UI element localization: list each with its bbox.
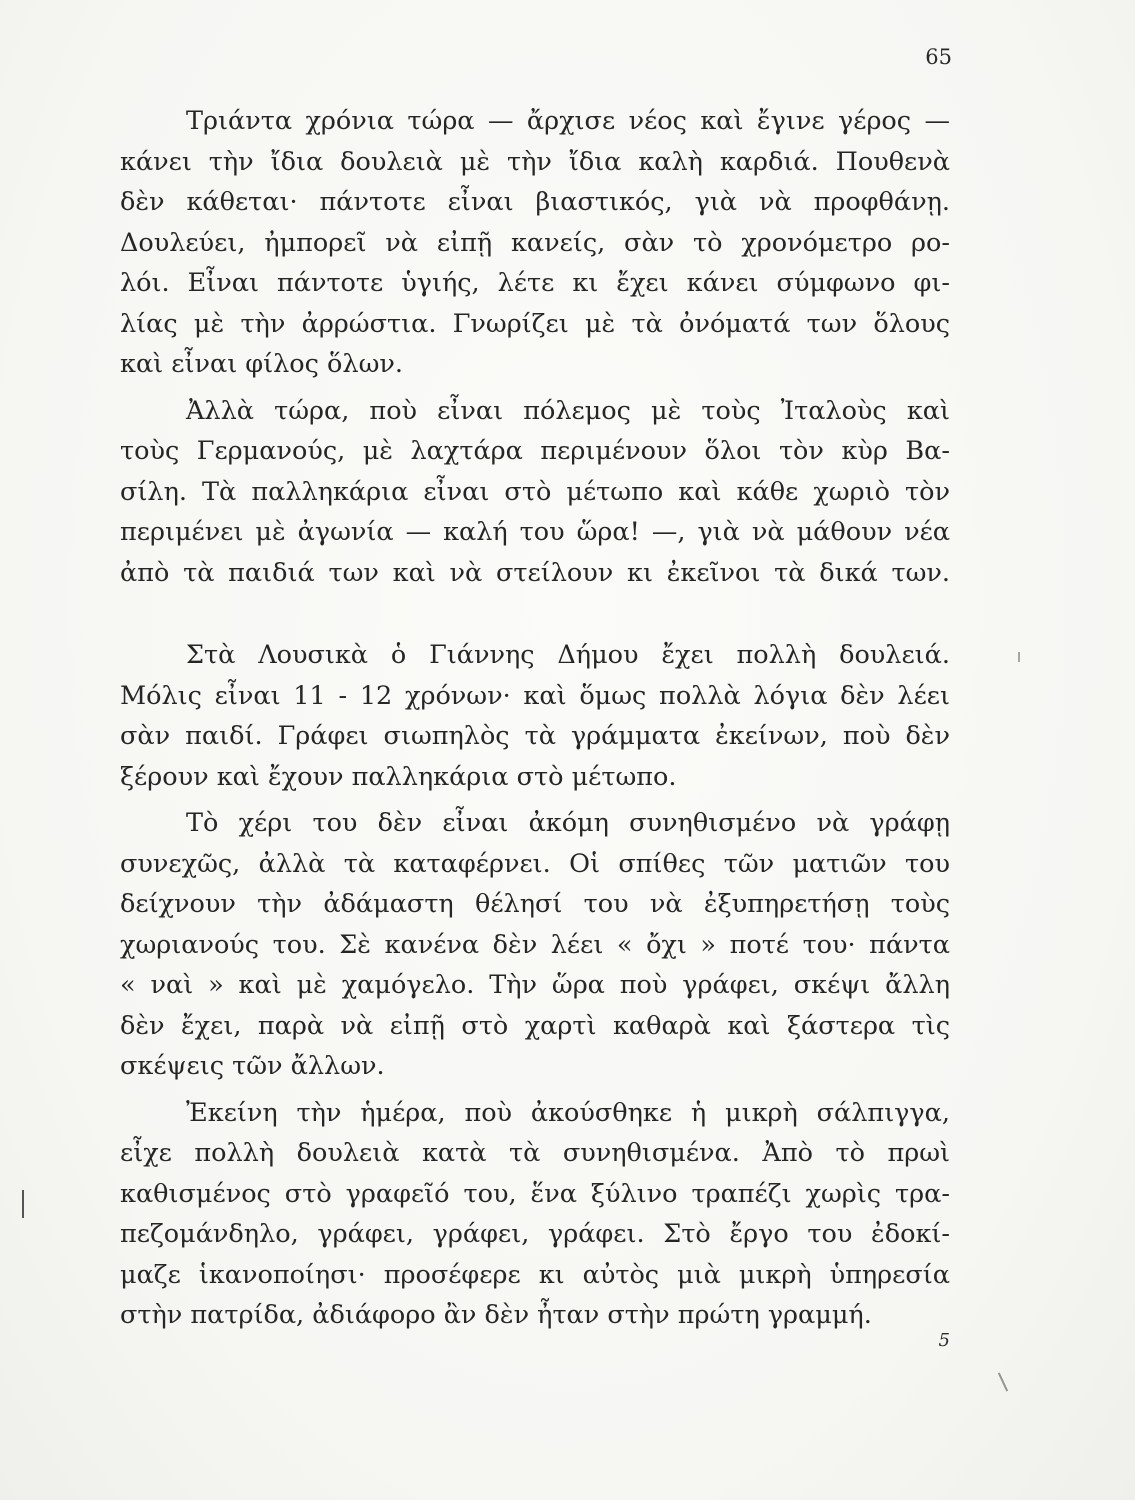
text-line: Στὰ Λουσικὰ ὁ Γιάννης Δήμου ἔχει πολλὴ δουλειά. — [186, 640, 950, 670]
text-line: μαζε ἱκανοποίησι· προσέφερε κι αὐτὸς μιὰ μικρὴ ὑπηρεσία — [120, 1259, 950, 1290]
margin-scratch — [22, 1190, 24, 1218]
text-line: δὲν κάθεται· πάντοτε εἶναι βιαστικός, γιὰ νὰ προφθάνῃ. — [120, 187, 950, 217]
text-line: Δουλεύει, ἠμπορεῖ νὰ εἰπῇ κανείς, σὰν τὸ χρονόμετρο ρο- — [120, 227, 950, 258]
text-line: σίλη. Τὰ παλληκάρια εἶναι στὸ μέτωπο καὶ κάθε χωριὸ τὸν — [120, 476, 950, 507]
signature-mark: 5 — [938, 1330, 950, 1351]
text-line: σκέψεις τῶν ἄλλων. — [120, 1051, 385, 1081]
text-line: περιμένει μὲ ἀγωνία — καλή του ὥρα! —, γιὰ νὰ μάθουν νέα — [120, 517, 950, 547]
text-line: ξέρουν καὶ ἔχουν παλληκάρια στὸ μέτωπο. — [120, 761, 677, 792]
text-line: Ἀλλὰ τώρα, ποὺ εἶναι πόλεμος μὲ τοὺς Ἰταλοὺς καὶ — [186, 395, 950, 426]
text-line: Ἐκείνη τὴν ἡμέρα, ποὺ ἀκούσθηκε ἡ μικρὴ σάλπιγγα, — [186, 1097, 950, 1128]
text-line: τοὺς Γερμανούς, μὲ λαχτάρα περιμένουν ὅλοι τὸν κὺρ Βα- — [120, 436, 950, 466]
margin-scratch — [998, 1373, 1008, 1392]
text-line: σὰν παιδί. Γράφει σιωπηλὸς τὰ γράμματα ἐκείνων, ποὺ δὲν — [120, 721, 950, 751]
text-line: καὶ εἶναι φίλος ὅλων. — [120, 349, 403, 379]
page-number: 65 — [925, 45, 952, 69]
paragraph-2 — [120, 391, 950, 594]
text-line: δὲν ἔχει, παρὰ νὰ εἰπῇ στὸ χαρτὶ καθαρὰ καὶ ξάστερα τὶς — [120, 1010, 950, 1041]
text-line: Μόλις εἶναι 11 - 12 χρόνων· καὶ ὅμως πολλὰ λόγια δὲν λέει — [120, 680, 950, 711]
body-text — [120, 101, 950, 1336]
text-line: πεζομάνδηλο, γράφει, γράφει, γράφει. Στὸ ἔργο του ἐδοκί- — [120, 1219, 950, 1249]
margin-scratch — [1018, 652, 1020, 662]
text-line: στὴν πατρίδα, ἀδιάφορο ἂν δὲν ἦταν στὴν πρώτη γραμμή. — [120, 1300, 872, 1330]
text-line: Τριάντα χρόνια τώρα — ἄρχισε νέος καὶ ἔγινε γέρος — — [186, 106, 950, 136]
text-line: εἶχε πολλὴ δουλειὰ κατὰ τὰ συνηθισμένα. Ἀπὸ τὸ πρωὶ — [120, 1138, 950, 1168]
text-line: κάνει τὴν ἴδια δουλειὰ μὲ τὴν ἴδια καλὴ καρδιά. Πουθενὰ — [120, 146, 950, 177]
text-line: Τὸ χέρι του δὲν εἶναι ἀκόμη συνηθισμένο νὰ γράφῃ — [186, 808, 950, 838]
text-line: συνεχῶς, ἀλλὰ τὰ καταφέρνει. Οἱ σπίθες τῶν ματιῶν του — [120, 848, 950, 879]
text-line: καθισμένος στὸ γραφεῖό του, ἕνα ξύλινο τραπέζι χωρὶς τρα- — [120, 1178, 950, 1209]
paragraph-4 — [120, 803, 950, 1087]
text-line: δείχνουν τὴν ἀδάμαστη θέλησί του νὰ ἐξυπηρετήσῃ τοὺς — [120, 889, 950, 919]
text-line: λόι. Εἶναι πάντοτε ὑγιής, λέτε κι ἔχει κάνει σύμφωνο φι- — [120, 268, 950, 298]
paragraph-3 — [120, 635, 950, 797]
text-line: « ναὶ » καὶ μὲ χαμόγελο. Τὴν ὥρα ποὺ γράφει, σκέψι ἄλλη — [120, 970, 950, 1000]
paragraph-1 — [120, 101, 950, 385]
text-line: χωριανούς του. Σὲ κανένα δὲν λέει « ὄχι » ποτέ του· πάντα — [120, 929, 950, 960]
paragraph-5 — [120, 1093, 950, 1336]
text-line: ἀπὸ τὰ παιδιά των καὶ νὰ στείλουν κι ἐκεῖνοι τὰ δικά των. — [120, 557, 950, 588]
text-line: λίας μὲ τὴν ἀρρώστια. Γνωρίζει μὲ τὰ ὀνόματά των ὅλους — [120, 308, 950, 339]
